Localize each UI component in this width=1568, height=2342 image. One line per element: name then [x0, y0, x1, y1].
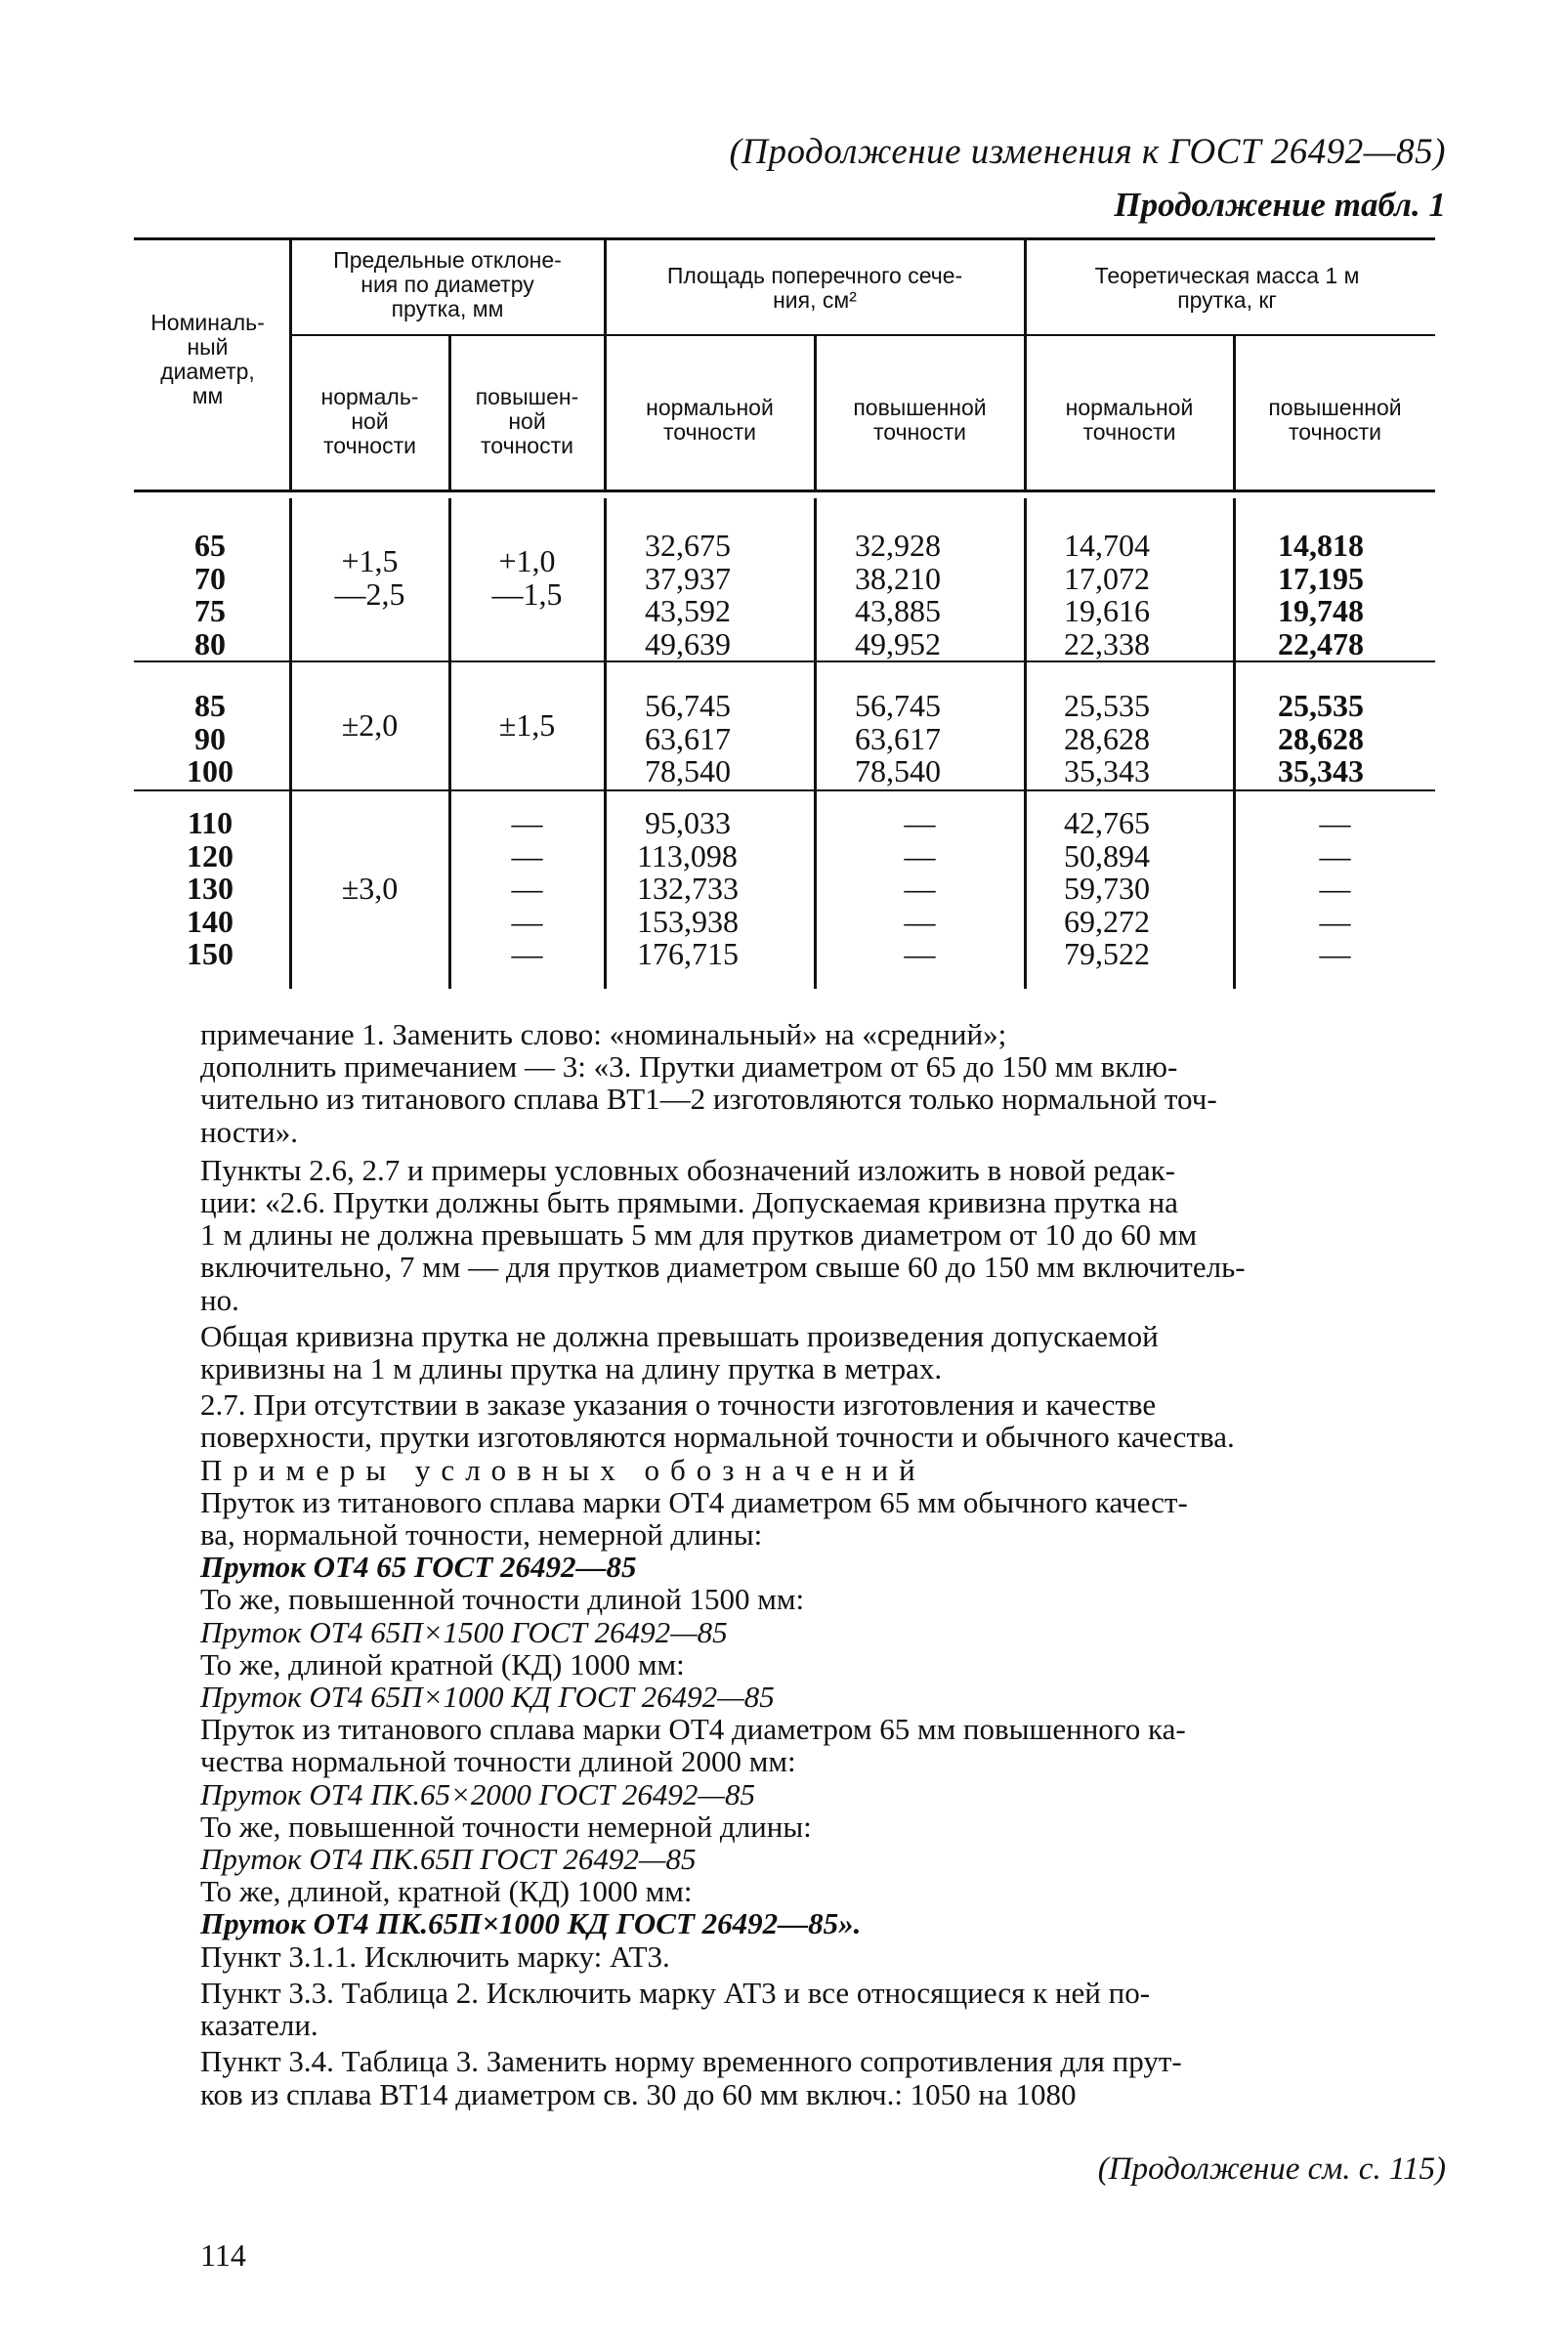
header-mass-normal: нормальной точности — [1065, 395, 1194, 445]
table-continuation-label: Продолжение табл. 1 — [1114, 186, 1446, 224]
example-1: Пруток из титанового сплава марки ОТ4 диаметром 65 мм обычного качест- ва, нормальной точности, немерной длины: Пруток ОТ4 65 ГОСТ 26492—85 То же, повышенной точности длиной 1500 мм: Пруток ОТ4 65П×1500 ГОСТ 26492—85 То же, длиной кратной (КД) 1000 мм: Пруток ОТ4 65П×1000 КД ГОСТ 26492—85 — [200, 1484, 1188, 1715]
group2-area-normal: 56,745 63,617 78,540 — [645, 688, 731, 788]
group2-mass-normal: 25,535 28,628 35,343 — [1064, 688, 1150, 788]
table-top-rule — [134, 237, 1435, 240]
group1-area-normal: 32,675 37,937 43,592 49,639 — [645, 528, 731, 661]
group3-area-normal: 95,033 113,098 132,733 153,938 176,715 — [637, 805, 739, 971]
vrule — [1024, 498, 1027, 989]
group1-area-high: 32,928 38,210 43,885 49,952 — [855, 528, 941, 661]
paragraph-curvature: Общая кривизна прутка не должна превышать произведения допускаемой кривизны на 1 м длины прутка на длину прутка в метрах. — [200, 1318, 1159, 1386]
group2-area-high: 56,745 63,617 78,540 — [855, 688, 941, 788]
group2-diameters: 85 90 100 — [187, 688, 233, 788]
group1-diameters: 65 70 75 80 — [194, 528, 226, 661]
header-bottom-rule — [134, 490, 1435, 492]
header-deviation-group: Предельные отклоне- ния по диаметру прутка, мм — [333, 247, 562, 321]
group2-dev-high: ±1,5 — [498, 707, 556, 743]
group1-mass-normal: 14,704 17,072 19,616 22,338 — [1064, 528, 1150, 661]
header-mass-high: повышенной точности — [1268, 395, 1402, 445]
page-number: 114 — [200, 2237, 246, 2273]
header-dev-normal: нормаль- ной точности — [320, 384, 419, 458]
continuation-header: (Продолжение изменения к ГОСТ 26492—85) — [729, 132, 1446, 172]
header-mass-group: Теоретическая масса 1 м прутка, кг — [1094, 263, 1360, 313]
header-area-group: Площадь поперечного сече- ния, см² — [666, 263, 963, 313]
group3-dev-high: — — — — — — [511, 805, 543, 971]
group2-dev-normal: ±2,0 — [341, 707, 399, 743]
header-area-high: повышенной точности — [853, 395, 987, 445]
examples-title: Примеры условных обозначений — [200, 1452, 926, 1487]
paragraph-items-2-6: Пункты 2.6, 2.7 и примеры условных обозначений изложить в новой редак- ции: «2.6. Прутки должны быть прямыми. Допускаемая кривизна прутка на 1 м длины не должна превышать 5 мм для прутков диаметром от 10 до 60 мм включительно, 7 мм — для прутков диаметром свыше 60 до 150 мм включитель- но. — [200, 1152, 1246, 1317]
header-nominal-diameter: Номиналь- ный диаметр, мм — [150, 310, 265, 408]
group3-mass-normal: 42,765 50,894 59,730 69,272 79,522 — [1064, 805, 1150, 971]
paragraph-3-4: Пункт 3.4. Таблица 3. Заменить норму временного сопротивления для прут- ков из сплава ВТ14 диаметром св. 30 до 60 мм включ.: 1050 на 1080 — [200, 2044, 1182, 2111]
group3-mass-high: — — — — — — [1319, 805, 1351, 971]
group3-diameters: 110 120 130 140 150 — [187, 805, 233, 971]
group1-mass-high: 14,818 17,195 19,748 22,478 — [1278, 528, 1364, 661]
body-text — [200, 1018, 1446, 2110]
group1-dev-normal: +1,5 —2,5 — [334, 543, 405, 612]
header-dev-high: повышен- ной точности — [475, 384, 579, 458]
paragraph-note-3: дополнить примечанием — 3: «3. Прутки диаметром от 65 до 150 мм вклю- чительно из титанового сплава ВТ1—2 изготовляются только нормальной точ- ности». — [200, 1049, 1217, 1149]
data-table — [0, 0, 1568, 1026]
group-rule-2 — [134, 789, 1435, 791]
continued-footer: (Продолжение см. с. 115) — [1097, 2151, 1446, 2187]
paragraph-2-7: 2.7. При отсутствии в заказе указания о точности изготовления и качестве поверхности, прутки изготовляются нормальной точности и обычного качества. — [200, 1387, 1235, 1455]
group3-dev-normal: ±3,0 — [341, 871, 399, 906]
paragraph-note-1: примечание 1. Заменить слово: «номинальный» на «средний»; — [200, 1017, 1007, 1051]
group-rule-1 — [134, 660, 1435, 662]
vrule — [604, 498, 607, 989]
group3-area-high: — — — — — — [904, 805, 936, 971]
paragraph-3-1-1: Пункт 3.1.1. Исключить марку: АТ3. — [200, 1938, 670, 1974]
example-2: Пруток из титанового сплава марки ОТ4 диаметром 65 мм повышенного ка- чества нормальной точности длиной 2000 мм: Пруток ОТ4 ПК.65×2000 ГОСТ 26492—85 То же, повышенной точности немерной длины: Пруток ОТ4 ПК.65П ГОСТ 26492—85 То же, длиной, кратной (КД) 1000 мм: Пруток ОТ4 ПК.65П×1000 КД ГОСТ 26492—85». — [200, 1712, 1186, 1941]
header-area-normal: нормальной точности — [646, 395, 774, 445]
group2-mass-high: 25,535 28,628 35,343 — [1278, 688, 1364, 788]
group1-dev-high: +1,0 —1,5 — [491, 543, 563, 612]
paragraph-3-3: Пункт 3.3. Таблица 2. Исключить марку АТ3 и все относящиеся к ней по- казатели. — [200, 1975, 1151, 2043]
header-group-rule — [290, 334, 1435, 336]
